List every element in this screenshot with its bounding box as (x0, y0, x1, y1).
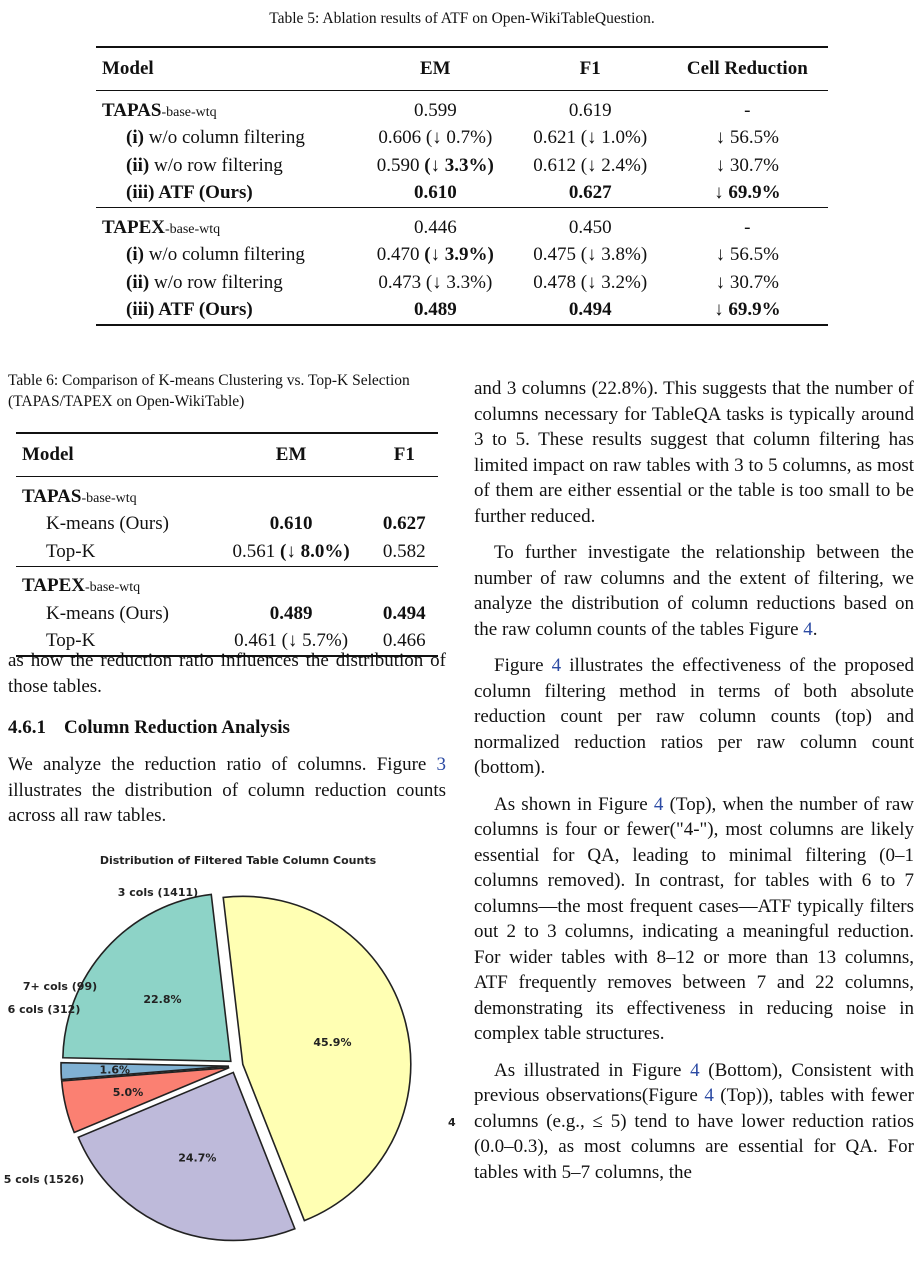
em-value: 0.610 (269, 513, 313, 535)
paragraph-text: . (812, 618, 818, 640)
table-row (96, 91, 828, 125)
table5-header-em: EM (420, 58, 451, 79)
table6-header-f1: F1 (393, 444, 415, 465)
paragraph: and 3 columns (22.8%). This suggests that the number of columns necessary for TableQA tasks is typically around 3 to 5. These results suggest that column filtering has limited impact on raw tables with 3 to 5 columns, as most of them are either essential or the table is too small to be further reduced. (474, 378, 914, 527)
table5-header-model: Model (102, 58, 154, 79)
pie-category-label: 7+ cols (99) (22, 980, 98, 993)
paragraph-text: (Top)), tables with fewer columns (e.g., ≤ 5) tend to have lower reduction ratios (0.0–0.3), as most columns are essential for QA. For tables with 5–7 columns, the (474, 1085, 915, 1183)
cell-reduction-value: ↓ 56.5% (715, 127, 779, 149)
model-name: TAPEX (22, 575, 85, 597)
pie-chart-figure (0, 846, 460, 1276)
table-row (16, 538, 438, 566)
cell-reduction-value: - (744, 99, 751, 121)
cell-reduction-value: - (744, 216, 751, 238)
row-label: w/o row filtering (153, 154, 283, 176)
table-row (96, 180, 828, 208)
right-column (474, 376, 914, 1196)
row-label: w/o row filtering (153, 271, 283, 293)
f1-value: 0.478 (533, 271, 576, 293)
row-label: w/o column filtering (148, 244, 305, 266)
f1-value: 0.627 (382, 513, 426, 535)
figure-link[interactable]: 4 (803, 618, 813, 640)
em-value: 0.610 (413, 182, 457, 204)
section-heading (8, 717, 446, 739)
pie-percent-label: 1.6% (99, 1063, 131, 1077)
em-value: 0.590 (376, 154, 420, 176)
table-row (96, 152, 828, 180)
pie-category-label: 3 cols (1411) (117, 886, 199, 899)
row-tag: (iii) (126, 182, 155, 204)
table5-header-cell-reduction: Cell Reduction (686, 58, 808, 79)
figure-link[interactable]: 4 (653, 793, 664, 815)
table6-header-model: Model (22, 444, 74, 465)
table-row (96, 125, 828, 153)
row-tag: (iii) (126, 299, 155, 321)
table-row (16, 600, 438, 628)
f1-value: 0.612 (533, 154, 576, 176)
em-delta: (↓ 3.3%) (425, 271, 493, 293)
table-row (96, 297, 828, 326)
pie-chart (0, 846, 460, 1276)
table6 (16, 432, 438, 657)
model-name: TAPAS (22, 485, 82, 507)
pie-percent-label: 5.0% (112, 1086, 144, 1100)
paragraph (474, 792, 914, 1047)
table-row (16, 566, 438, 600)
em-delta: (↓ 0.7%) (425, 127, 493, 149)
paragraph-text: As illustrated in Figure (494, 1059, 691, 1081)
figure-link[interactable]: 4 (704, 1085, 714, 1106)
row-label: K-means (Ours) (46, 602, 169, 624)
paragraph (474, 653, 914, 781)
em-value: 0.473 (378, 271, 422, 293)
paragraph-text: illustrates the distribution of column reduction counts across all raw tables. (8, 779, 446, 826)
paragraph-text: (Top), when the number of raw columns is four or fewer("4-"), most columns are likely essential for QA, leading to minimal filtering (0–1 columns removed). In contrast, for tables with 6 to 7 columns—the most frequent cases—ATF typically filters out 2 to 3 columns, indicating a meaningful reduction. For wider tables with 8–12 or more than 13 columns, ATF frequently removes between 7 and 22 columns, demonstrating its effectiveness in reducing noise in complex table structures. (474, 793, 914, 1044)
pie-category-label: 6 cols (312) (7, 1003, 81, 1016)
row-label: K-means (Ours) (46, 513, 169, 535)
em-value: 0.489 (413, 299, 457, 321)
table-row (96, 208, 828, 242)
model-suffix: -base-wtq (161, 104, 217, 120)
chart-title: Distribution of Filtered Table Column Counts (99, 854, 377, 867)
model-suffix: -base-wtq (84, 580, 141, 596)
f1-value: 0.582 (382, 540, 426, 562)
f1-delta: (↓ 3.8%) (580, 244, 648, 266)
table-row (16, 477, 438, 511)
paragraph: as how the reduction ratio influences the distribution of those tables. (8, 650, 446, 697)
f1-value: 0.475 (533, 244, 576, 266)
table6-header-em: EM (275, 444, 307, 465)
em-value: 0.489 (269, 602, 313, 624)
f1-value: 0.621 (533, 127, 576, 149)
f1-value: 0.627 (568, 182, 612, 204)
em-delta: (↓ 8.0%) (280, 540, 350, 562)
em-value: 0.599 (413, 99, 457, 121)
row-tag: (ii) (126, 271, 150, 293)
cell-reduction-value: ↓ 69.9% (714, 299, 781, 321)
row-tag: (i) (126, 127, 144, 149)
table-row (16, 511, 438, 539)
em-delta: (↓ 3.9%) (424, 244, 494, 266)
cell-reduction-value: ↓ 56.5% (715, 244, 779, 266)
f1-value: 0.494 (382, 602, 426, 624)
model-name: TAPEX (102, 216, 165, 238)
row-label: w/o column filtering (148, 127, 305, 149)
table5-header-f1: F1 (579, 58, 601, 79)
figure-link[interactable]: 3 (436, 754, 446, 775)
row-label: ATF (Ours) (158, 182, 253, 204)
f1-delta: (↓ 2.4%) (580, 154, 648, 176)
row-label: Top-K (46, 630, 96, 652)
em-value: 0.446 (413, 216, 457, 238)
pie-slice (63, 894, 231, 1061)
model-name: TAPAS (102, 99, 162, 121)
paragraph-text: As shown in Figure (494, 793, 654, 815)
f1-value: 0.494 (568, 299, 612, 321)
em-delta: (↓ 5.7%) (281, 630, 349, 652)
pie-category-label: 4 (448, 1116, 456, 1129)
row-tag: (ii) (126, 154, 150, 176)
paragraph-text: illustrates the effectiveness of the proposed column filtering method in terms of both absolute reduction count per raw column counts (top) and normalized reduction ratios per raw column count (bottom). (474, 655, 915, 778)
pie-percent-label: 22.8% (143, 993, 182, 1007)
figure-link[interactable]: 4 (551, 655, 562, 676)
section-title: Column Reduction Analysis (64, 717, 290, 738)
model-suffix: -base-wtq (81, 490, 137, 506)
table5 (96, 46, 828, 326)
table6-caption: Table 6: Comparison of K-means Clustering vs. Top-K Selection (TAPAS/TAPEX on Open-WikiTable) (8, 372, 410, 410)
cell-reduction-value: ↓ 30.7% (715, 271, 779, 293)
paragraph-text: To further investigate the relationship between the number of raw columns and the extent of filtering, we analyze the distribution of column reductions based on the raw column counts of the tables Figure (474, 542, 914, 640)
em-value: 0.606 (378, 127, 422, 149)
em-delta: (↓ 3.3%) (424, 154, 494, 176)
section-number: 4.6.1 (8, 717, 46, 738)
table5-caption: Table 5: Ablation results of ATF on Open-WikiTableQuestion. (269, 10, 655, 27)
pie-category-label: 5 cols (1526) (3, 1173, 85, 1186)
f1-value: 0.619 (568, 99, 612, 121)
row-label: ATF (Ours) (158, 299, 253, 321)
paragraph-text: Figure (494, 655, 552, 676)
table-row (96, 269, 828, 297)
model-suffix: -base-wtq (164, 221, 221, 237)
figure-link[interactable]: 4 (690, 1059, 700, 1081)
cell-reduction-value: ↓ 69.9% (714, 182, 781, 204)
paragraph (474, 540, 914, 642)
f1-value: 0.466 (382, 630, 426, 652)
em-value: 0.470 (376, 244, 420, 266)
em-value: 0.461 (234, 630, 277, 652)
pie-percent-label: 24.7% (178, 1151, 217, 1165)
f1-delta: (↓ 3.2%) (580, 271, 648, 293)
table-row (96, 242, 828, 270)
pie-percent-label: 45.9% (313, 1035, 352, 1049)
em-value: 0.561 (232, 540, 276, 562)
row-tag: (i) (126, 244, 144, 266)
paragraph (474, 1058, 914, 1186)
f1-value: 0.450 (568, 216, 612, 238)
cell-reduction-value: ↓ 30.7% (715, 154, 779, 176)
paragraph-text: (Bottom), Consistent with previous observations(Figure (474, 1059, 914, 1106)
f1-delta: (↓ 1.0%) (580, 127, 648, 149)
paragraph-text: We analyze the reduction ratio of columns. Figure (8, 754, 437, 775)
paragraph (8, 752, 446, 829)
row-label: Top-K (46, 540, 96, 562)
